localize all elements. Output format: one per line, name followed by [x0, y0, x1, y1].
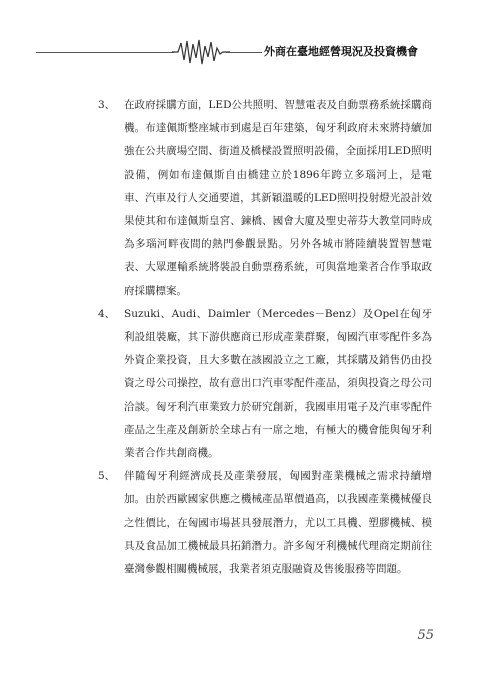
page-number: 55	[417, 628, 434, 643]
list-item	[98, 303, 432, 465]
list-item-text: 在政府採購方面，LED公共照明、智慧電表及自動票務系統採購商機。布達佩斯整座城市到處是百年建築，匈牙利政府未來將持續加強在公共廣場空間、街道及橋樑設置照明設備，全面採用LED照明設備，例如布達佩斯自由橋建立於1896年跨立多瑙河上，是電車、汽車及行人交通要道，其新穎溫暖的LED照明投射燈光設計效果使其和布達佩斯皇宮、鍊橋、國會大廈及聖史蒂芬大教堂同時成為多瑙河畔夜間的熱門參觀景點。另外各城市將陸續裝置智慧電表、大眾運輸系統將裝設自動票務系統，可與當地業者合作爭取政府採購標案。	[124, 99, 432, 297]
list-item-text: Suzuki、Audi、Daimler（Mercedes－Benz）及Opel在匈牙利設組裝廠，其下游供應商已形成產業群聚，匈國汽車零配件多為外資企業投資，且大多數在該國設立之工廠，其採購及銷售仍由投資之母公司操控，故有意出口汽車零配件產品，須與投資之母公司洽談。匈牙利汽車業致力於研究創新，我國車用電子及汽車零配件產品之生產及創新於全球占有一席之地，有極大的機會能與匈牙利業者合作共創商機。	[124, 307, 432, 460]
list-item-text: 伴隨匈牙利經濟成長及產業發展，匈國對產業機械之需求持續增加。由於西歐國家供應之機械產品單價過高，以我國產業機械優良之性價比，在匈國市場甚具發展潛力，尤以工具機、塑膠機械、模具及食品加工機械最具拓銷潛力。許多匈牙利機械代理商定期前往臺灣參觀相關機械展，我業者須克服融資及售後服務等問題。	[124, 470, 432, 576]
page-header	[0, 0, 480, 70]
header-rule-left	[36, 52, 174, 53]
list-item-number: 5、	[98, 470, 116, 483]
header-title: 外商在臺地經營現況及投資機會	[264, 45, 418, 58]
body-text	[98, 94, 432, 581]
list-item-number: 3、	[98, 99, 116, 111]
list-item	[98, 465, 432, 581]
heartbeat-wave-icon	[172, 38, 230, 66]
list-item	[98, 94, 432, 303]
list-item-number: 4、	[98, 307, 116, 320]
header-rule-right	[226, 52, 262, 53]
